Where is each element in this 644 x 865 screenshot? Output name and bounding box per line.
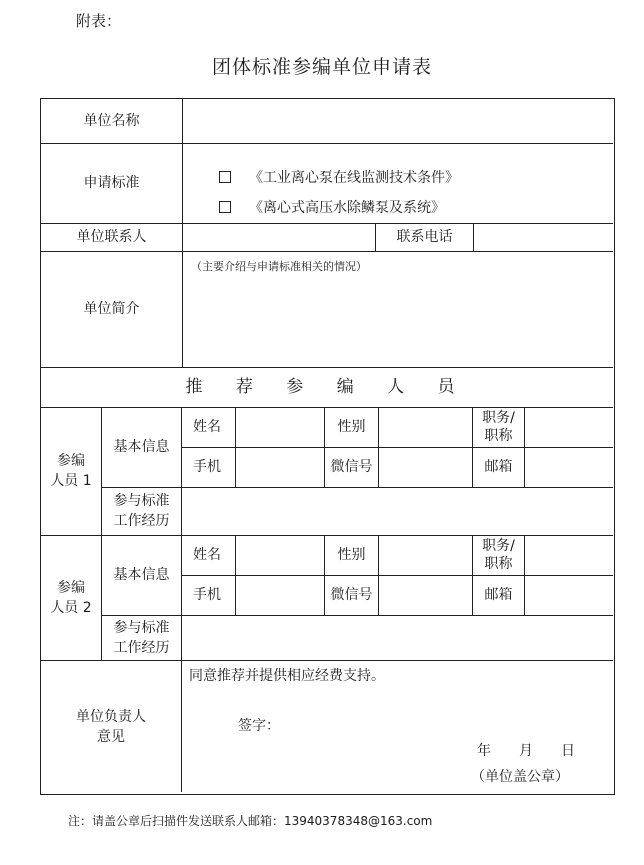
member-2-email-label: 邮箱 — [484, 587, 513, 603]
member-1-position-label — [473, 407, 524, 447]
leader-label-line1: 单位负责人 — [76, 708, 146, 725]
contact-label: 单位联系人 — [76, 229, 147, 245]
leader-label-line2: 意见 — [97, 728, 125, 745]
standard-option-2[interactable] — [219, 197, 445, 217]
member-2-wechat-label: 微信号 — [330, 587, 373, 603]
checkbox-icon[interactable] — [219, 201, 231, 213]
signature-label: 签字： — [238, 718, 280, 734]
member-2-experience-label — [102, 615, 181, 660]
member-1-exp-line2: 工作经历 — [113, 513, 170, 529]
standard-label: 申请标准 — [83, 175, 140, 191]
member-2-position-label — [473, 535, 524, 575]
recommend-title: 推 荐 参 编 人 员 — [185, 377, 469, 397]
member-1-label-line2: 人员 1 — [50, 473, 92, 489]
member-2-name-label: 姓名 — [193, 547, 221, 563]
member-2-experience-field[interactable] — [182, 615, 613, 660]
member-1-exp-line1: 参与标准 — [113, 493, 170, 509]
agree-text: 同意推荐并提供相应经费支持。 — [189, 668, 385, 684]
leader-opinion-label — [41, 660, 181, 793]
member-1-wechat-label: 微信号 — [330, 459, 373, 475]
member-1-name-field[interactable] — [236, 407, 324, 447]
standard-option-1-label: 《工业离心泵在线监测技术条件》 — [249, 170, 459, 186]
annex-label: 附表： — [76, 12, 122, 30]
member-2-gender-field[interactable] — [379, 535, 472, 575]
member-2-label-line2: 人员 2 — [50, 599, 92, 616]
intro-hint: （主要介绍与申请标准相关的情况） — [191, 260, 367, 273]
member-2-exp-line1: 参与标准 — [113, 619, 170, 636]
unit-name-field[interactable] — [183, 99, 613, 143]
form-title: 团体标准参编单位申请表 — [211, 56, 432, 78]
member-2-mobile-field[interactable] — [236, 575, 324, 615]
standard-option-1[interactable] — [219, 167, 459, 187]
member-2-wechat-field[interactable] — [379, 575, 472, 615]
member-2-position-line2: 职称 — [484, 556, 513, 572]
member-2-position-field[interactable] — [525, 535, 613, 575]
member-1-mobile-label: 手机 — [193, 459, 221, 475]
member-2-mobile-label: 手机 — [193, 587, 221, 603]
member-2-basic-info: 基本信息 — [113, 567, 170, 583]
member-2-name-field[interactable] — [236, 535, 324, 575]
member-1-wechat-field[interactable] — [379, 447, 472, 487]
checkbox-icon[interactable] — [219, 171, 231, 183]
phone-field[interactable] — [474, 223, 613, 251]
member-1-mobile-field[interactable] — [236, 447, 324, 487]
member-1-experience-label — [102, 487, 181, 535]
member-1-email-field[interactable] — [525, 447, 613, 487]
application-form — [40, 98, 615, 795]
member-1-label — [41, 407, 101, 535]
unit-name-label: 单位名称 — [83, 113, 140, 129]
intro-label: 单位简介 — [83, 301, 140, 317]
phone-label: 联系电话 — [396, 229, 453, 245]
member-2-label — [41, 535, 101, 660]
member-2-email-field[interactable] — [525, 575, 613, 615]
member-1-label-line1: 参编 — [57, 453, 85, 469]
date-text: 年 月 日 — [477, 743, 575, 759]
member-2-exp-line2: 工作经历 — [113, 639, 170, 656]
seal-text: （单位盖公章） — [471, 769, 569, 785]
member-1-position-field[interactable] — [525, 407, 613, 447]
member-2-gender-label: 性别 — [337, 547, 366, 563]
footer-note: 注：请盖公章后扫描件发送联系人邮箱：13940378348@163.com — [68, 814, 433, 828]
contact-field[interactable] — [183, 223, 375, 251]
member-2-label-line1: 参编 — [57, 579, 85, 596]
member-2-position-line1: 职务/ — [482, 538, 515, 554]
member-1-gender-label: 性别 — [337, 419, 366, 435]
standard-option-2-label: 《离心式高压水除鳞泵及系统》 — [249, 200, 445, 216]
member-1-position-line2: 职称 — [484, 428, 513, 444]
member-1-basic-info: 基本信息 — [113, 439, 170, 455]
member-1-gender-field[interactable] — [379, 407, 472, 447]
member-1-position-line1: 职务/ — [482, 410, 515, 426]
member-1-experience-field[interactable] — [182, 487, 613, 535]
intro-field[interactable] — [183, 279, 613, 367]
member-1-name-label: 姓名 — [193, 419, 221, 435]
member-1-email-label: 邮箱 — [484, 459, 513, 475]
